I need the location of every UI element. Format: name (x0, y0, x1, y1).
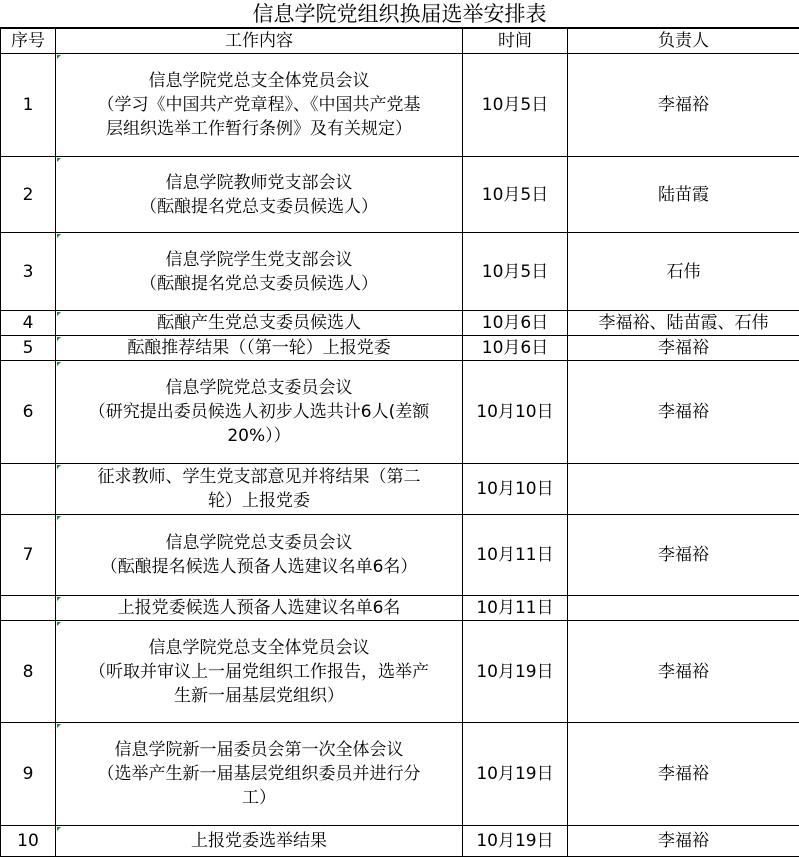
content-line: （研究提出委员候选人初步人选共计6人(差额 (58, 400, 460, 424)
row-content (56, 336, 463, 361)
content-line: （学习《中国共产党章程》、《中国共产党基 (58, 93, 460, 117)
table-row (1, 361, 799, 464)
row-content (56, 54, 463, 157)
row-index: 6 (1, 361, 56, 464)
content-line: 生新一届基层党组织） (58, 684, 460, 708)
row-owner: 李福裕 (568, 826, 799, 857)
content-line: 20%）） (58, 424, 460, 448)
row-content (56, 233, 463, 311)
row-content (56, 723, 463, 826)
row-index: 10 (1, 826, 56, 857)
table-row (1, 54, 799, 157)
schedule-table (0, 28, 799, 857)
content-line: （酝酿提名党总支委员候选人） (58, 195, 460, 219)
row-content (56, 621, 463, 723)
row-index: 7 (1, 515, 56, 596)
content-line: （选举产生新一届基层党组织委员并进行分 (58, 762, 460, 786)
row-content (56, 157, 463, 233)
row-time: 10月5日 (463, 54, 568, 157)
row-time: 10月6日 (463, 311, 568, 336)
content-line: 上报党委选举结果 (58, 829, 460, 853)
table-row (1, 621, 799, 723)
schedule-body (1, 54, 799, 857)
table-row (1, 311, 799, 336)
content-line: 酝酿产生党总支委员候选人 (58, 311, 460, 335)
row-owner: 李福裕 (568, 621, 799, 723)
row-owner: 李福裕 (568, 515, 799, 596)
row-time: 10月19日 (463, 621, 568, 723)
content-line: 轮）上报党委 (58, 489, 460, 513)
content-line: 信息学院新一届委员会第一次全体会议 (58, 738, 460, 762)
table-title: 信息学院党组织换届选举安排表 (0, 0, 799, 28)
content-line: 信息学院党总支全体党员会议 (58, 69, 460, 93)
row-index: 2 (1, 157, 56, 233)
header-content: 工作内容 (56, 29, 463, 54)
header-index: 序号 (1, 29, 56, 54)
content-line: 工） (58, 786, 460, 810)
row-content (56, 515, 463, 596)
row-owner: 李福裕 (568, 336, 799, 361)
row-content (56, 311, 463, 336)
row-content (56, 596, 463, 621)
table-row (1, 157, 799, 233)
row-owner (568, 464, 799, 515)
content-line: 信息学院党总支委员会议 (58, 531, 460, 555)
content-line: 信息学院党总支委员会议 (58, 376, 460, 400)
content-line: 信息学院学生党支部会议 (58, 248, 460, 272)
row-content (56, 361, 463, 464)
content-line: （酝酿提名党总支委员候选人） (58, 272, 460, 296)
row-index: 8 (1, 621, 56, 723)
row-time: 10月6日 (463, 336, 568, 361)
header-row (1, 29, 799, 54)
content-line: 信息学院党总支全体党员会议 (58, 636, 460, 660)
row-index (1, 464, 56, 515)
row-owner: 石伟 (568, 233, 799, 311)
row-time: 10月5日 (463, 233, 568, 311)
row-time: 10月10日 (463, 361, 568, 464)
row-content (56, 826, 463, 857)
content-line: 酝酿推荐结果（（第一轮）上报党委 (58, 336, 460, 360)
row-index: 5 (1, 336, 56, 361)
content-line: 上报党委候选人预备人选建议名单6名 (58, 596, 460, 620)
row-owner: 李福裕 (568, 54, 799, 157)
header-owner: 负责人 (568, 29, 799, 54)
row-index: 4 (1, 311, 56, 336)
row-owner: 李福裕 (568, 723, 799, 826)
table-row (1, 515, 799, 596)
row-owner: 李福裕、陆苗霞、石伟 (568, 311, 799, 336)
content-line: 征求教师、学生党支部意见并将结果（第二 (58, 465, 460, 489)
content-line: （听取并审议上一届党组织工作报告，选举产 (58, 660, 460, 684)
row-owner (568, 596, 799, 621)
table-row (1, 723, 799, 826)
row-index (1, 596, 56, 621)
content-line: 层组织选举工作暂行条例》及有关规定） (58, 117, 460, 141)
header-time: 时间 (463, 29, 568, 54)
table-row (1, 464, 799, 515)
row-time: 10月19日 (463, 723, 568, 826)
row-time: 10月11日 (463, 515, 568, 596)
table-row (1, 826, 799, 857)
row-content (56, 464, 463, 515)
row-time: 10月5日 (463, 157, 568, 233)
table-row (1, 336, 799, 361)
row-time: 10月19日 (463, 826, 568, 857)
row-owner: 陆苗霞 (568, 157, 799, 233)
row-time: 10月10日 (463, 464, 568, 515)
table-row (1, 233, 799, 311)
row-time: 10月11日 (463, 596, 568, 621)
row-index: 3 (1, 233, 56, 311)
table-row (1, 596, 799, 621)
row-owner: 李福裕 (568, 361, 799, 464)
row-index: 9 (1, 723, 56, 826)
row-index: 1 (1, 54, 56, 157)
content-line: 信息学院教师党支部会议 (58, 171, 460, 195)
content-line: （酝酿提名候选人预备人选建议名单6名） (58, 555, 460, 579)
